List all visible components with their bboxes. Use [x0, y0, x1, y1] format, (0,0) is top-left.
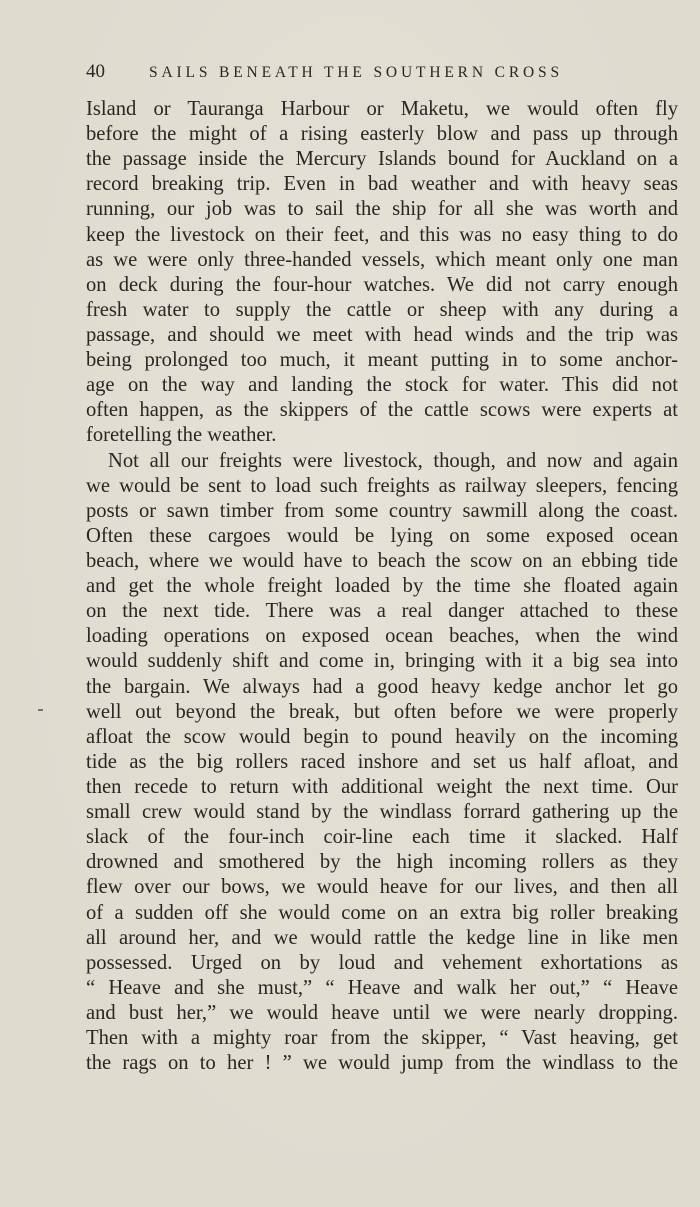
text-line: age on the way and landing the stock for water. This did not: [86, 374, 678, 397]
text-line: possessed. Urged on by loud and vehement exhortations as: [86, 951, 678, 974]
text-line: passage, and should we meet with head winds and the trip was: [86, 323, 678, 346]
text-line: would suddenly shift and come in, bringing with it a big sea into: [86, 650, 678, 673]
text-line: beach, where we would have to beach the scow on an ebbing tide: [86, 549, 678, 572]
text-line: tide as the big rollers raced inshore and set us half afloat, and: [86, 750, 678, 773]
text-line: as we were only three-handed vessels, which meant only one man: [86, 248, 678, 271]
text-line: we would be sent to load such freights as railway sleepers, fencing: [86, 474, 678, 497]
margin-mark: [38, 709, 43, 711]
text-line: the bargain. We always had a good heavy kedge anchor let go: [86, 675, 678, 698]
text-line: drowned and smothered by the high incoming rollers as they: [86, 851, 678, 874]
text-line: well out beyond the break, but often before we were properly: [86, 700, 678, 723]
page-number: 40: [86, 61, 105, 82]
text-line: the rags on to her ! ” we would jump from the windlass to the: [86, 1052, 678, 1075]
text-line: then recede to return with additional weight the next time. Our: [86, 775, 678, 798]
text-line: all around her, and we would rattle the kedge line in like men: [86, 926, 678, 949]
text-line: on the next tide. There was a real danger attached to these: [86, 600, 678, 623]
text-line: afloat the scow would begin to pound heavily on the incoming: [86, 725, 678, 748]
text-line: often happen, as the skippers of the cattle scows were experts at: [86, 399, 678, 422]
text-line: being prolonged too much, it meant putting in to some anchor-: [86, 349, 678, 372]
text-line: Island or Tauranga Harbour or Maketu, we would often fly: [86, 98, 678, 120]
text-line: slack of the four-inch coir-line each time it slacked. Half: [86, 826, 678, 849]
paragraph-end-line: foretelling the weather.: [86, 424, 277, 447]
text-line: record breaking trip. Even in bad weather and with heavy seas: [86, 173, 678, 196]
text-line: and bust her,” we would heave until we were nearly dropping.: [86, 1001, 678, 1024]
text-line: small crew would stand by the windlass forrard gathering up the: [86, 801, 678, 824]
text-line: loading operations on exposed ocean beaches, when the wind: [86, 625, 678, 648]
paragraph-start-line: Not all our freights were livestock, though, and now and again: [108, 449, 678, 472]
text-line: before the might of a rising easterly blow and pass up through: [86, 123, 678, 146]
text-line: the passage inside the Mercury Islands bound for Auckland on a: [86, 148, 678, 171]
running-title: SAILS BENEATH THE SOUTHERN CROSS: [149, 64, 563, 81]
text-line: keep the livestock on their feet, and this was no easy thing to do: [86, 223, 678, 246]
body-text: [86, 97, 678, 1076]
text-line: “ Heave and she must,” “ Heave and walk her out,” “ Heave: [86, 976, 678, 999]
text-line: on deck during the four-hour watches. We did not carry enough: [86, 273, 678, 296]
text-line: fresh water to supply the cattle or sheep with any during a: [86, 298, 678, 321]
text-line: flew over our bows, we would heave for our lives, and then all: [86, 876, 678, 899]
text-line: Then with a mighty roar from the skipper, “ Vast heaving, get: [86, 1027, 678, 1050]
text-line: Often these cargoes would be lying on some exposed ocean: [86, 524, 678, 547]
text-line: posts or sawn timber from some country sawmill along the coast.: [86, 499, 678, 522]
page-header: [86, 61, 652, 87]
text-line: and get the whole freight loaded by the time she floated again: [86, 575, 678, 598]
text-line: running, our job was to sail the ship for all she was worth and: [86, 198, 678, 221]
text-line: of a sudden off she would come on an extra big roller breaking: [86, 901, 678, 924]
